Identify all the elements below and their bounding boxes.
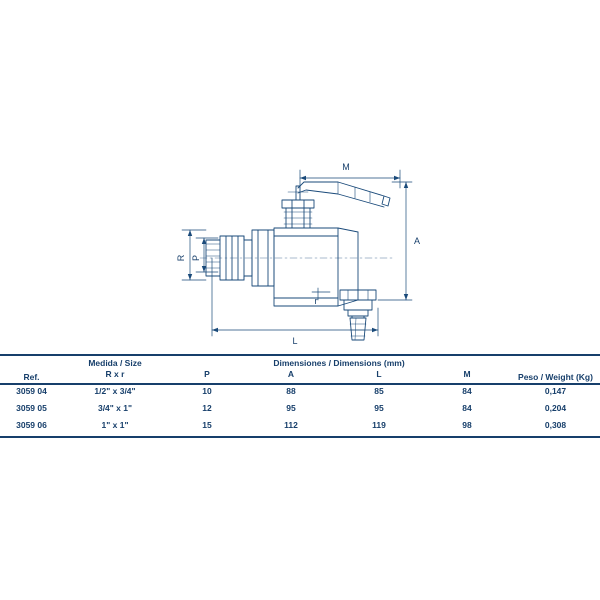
table-header-row-top (0, 356, 600, 369)
table-header-row-bottom (0, 369, 600, 383)
header-ref: Ref. (0, 356, 63, 383)
table-bottom-rule (0, 436, 600, 438)
part-valve-body (274, 228, 358, 306)
cell-a: 95 (286, 403, 296, 413)
header-weight: Peso / Weight (Kg) (511, 356, 600, 383)
part-lever-handle (298, 182, 390, 207)
cell-p: 15 (202, 420, 212, 430)
cell-l: 85 (374, 386, 384, 396)
technical-drawing (0, 140, 600, 350)
cell-ref: 3059 04 (16, 386, 47, 396)
cell-p: 10 (202, 386, 212, 396)
cell-weight: 0,308 (544, 420, 567, 430)
header-dimensions: Dimensiones / Dimensions (mm) (167, 356, 511, 369)
label-m: M (342, 162, 350, 172)
cell-m: 98 (462, 420, 472, 430)
cell-ref: 3059 06 (16, 420, 47, 430)
specification-table (0, 356, 600, 434)
label-a: A (414, 236, 421, 246)
header-size-line1: Medida / Size (63, 356, 167, 369)
cell-weight: 0,204 (544, 403, 567, 413)
label-r: R (176, 254, 186, 262)
label-l: L (292, 336, 298, 346)
cell-size: 1/2" x 3/4" (94, 386, 136, 396)
cell-ref: 3059 05 (16, 403, 47, 413)
cell-p: 12 (202, 403, 212, 413)
table-row (0, 417, 600, 434)
cell-size: 3/4" x 1" (97, 403, 133, 413)
cell-l: 119 (372, 420, 386, 430)
header-size-line2: R x r (63, 369, 167, 383)
cell-m: 84 (462, 403, 472, 413)
cell-size: 1" x 1" (101, 420, 129, 430)
header-p: P (167, 369, 247, 383)
header-l: L (335, 369, 423, 383)
cell-a: 112 (284, 420, 298, 430)
cell-l: 95 (374, 403, 384, 413)
part-gland-nut (284, 212, 312, 224)
table-row (0, 383, 600, 400)
cell-weight: 0,147 (544, 386, 567, 396)
part-bonnet (282, 186, 314, 228)
dimension-l (212, 258, 378, 336)
label-p: P (191, 254, 201, 262)
header-m: M (423, 369, 511, 383)
table-row (0, 400, 600, 417)
cell-a: 88 (286, 386, 296, 396)
header-a: A (247, 369, 335, 383)
cell-m: 84 (462, 386, 472, 396)
part-outlet-nozzle (344, 300, 372, 340)
label-r-small: r (314, 296, 318, 306)
